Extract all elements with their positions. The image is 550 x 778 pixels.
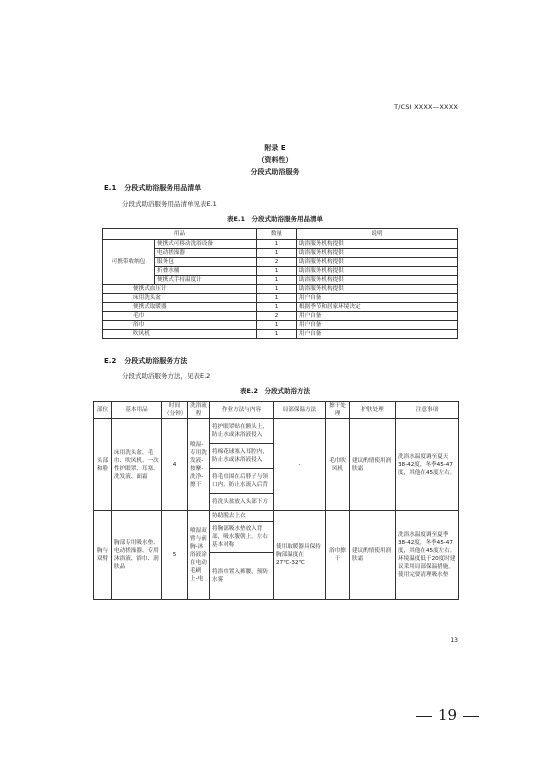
table2-notes: 洗浴水温度调至夏季38-42度，冬季45-47度，其他在45度左右。环境温度低于20度时建议采用局部保温措施。使用完要清理吸水垫 [396, 511, 459, 600]
table1-item: 床用洗头盆 [103, 294, 257, 303]
table1-note: 助浴服务机构提供 [297, 285, 458, 294]
table1-header-qty: 数量 [257, 229, 297, 240]
table-row [103, 285, 458, 294]
table2-supplies: 胸部专用吸水垫、电动搓澡器、专用沐浴液、浴巾、润肤品 [112, 511, 162, 600]
table-row [103, 294, 458, 303]
table1-note: 助浴服务机构提供 [297, 276, 458, 285]
table1-note: 助浴服务机构提供 [297, 258, 458, 267]
table1-note: 用户自备 [297, 330, 458, 339]
section-e1-heading [104, 183, 209, 193]
page-number: 19 [438, 706, 458, 724]
table2-header-skin: 护肤处理 [350, 402, 396, 419]
table2-warmth: - [274, 419, 326, 511]
table1-qty: 1 [257, 267, 297, 276]
table-row [103, 330, 458, 339]
table1-qty: 2 [257, 312, 297, 321]
table-row [103, 312, 458, 321]
appendix-title: 分段式助浴服务 [250, 168, 300, 176]
table2-header-time: 时间（分钟） [162, 402, 188, 419]
table2-time: 4 [162, 419, 188, 511]
table2-warmth: 使用取暖器具保持胸部温度在27℃-32℃ [274, 511, 326, 600]
table1-item: 服务包 [155, 258, 257, 267]
table1-item: 便携式取暖器 [103, 303, 257, 312]
table2-method: 将毛巾围在后脖子与领口内，防止水流入后背 [210, 469, 274, 494]
table1-qty: 1 [257, 276, 297, 285]
table2-dry: 毛巾吹风机 [326, 419, 350, 511]
table-row [103, 258, 458, 267]
appendix-type: （资料性） [257, 156, 293, 164]
table2-notes: 洗浴水温度调至夏天38-42度，冬季45-47度，其他在45度左右。 [396, 419, 459, 511]
section-e2-title: 分段式助浴服务方法 [124, 357, 188, 365]
table1-item: 吹风机 [103, 330, 257, 339]
table2-header-warmth: 局部保温方法 [274, 402, 326, 419]
table1-item: 浴巾 [103, 321, 257, 330]
page-number-small: 13 [450, 637, 458, 644]
section-e2-heading [104, 356, 195, 366]
table-row [103, 303, 458, 312]
table1-note: 用户自备 [297, 321, 458, 330]
table1-note: 用户自备 [297, 294, 458, 303]
table2-method: 将洗头盆放入头部下方 [210, 494, 274, 511]
footer-dash-right [463, 716, 479, 717]
table1-item: 便携式手持温度计 [155, 276, 257, 285]
table1-qty: 1 [257, 294, 297, 303]
table2-supplies: 床用洗头盆、毛巾、吹风机、一次性护眼罩、耳塞、洗发液、面霜 [112, 419, 162, 511]
table-row [103, 267, 458, 276]
table1-qty: 1 [257, 249, 297, 258]
table1-qty: 2 [257, 258, 297, 267]
table1-item: 毛巾 [103, 312, 257, 321]
table-row [103, 276, 458, 285]
table-row [103, 321, 458, 330]
table1-caption: 表E.1 分段式助浴服务用品清单 [227, 215, 323, 223]
table2-skin: 建议酌情使用润肤霜 [350, 511, 396, 600]
table1-header-row [103, 229, 458, 240]
table2-method: 将浴巾置入裤腰，预防水雾 [210, 553, 274, 600]
table1-note: 助浴服务机构提供 [297, 240, 458, 249]
table2-flow: 喷湿-专用洗发液-按摩-洗净-擦干 [188, 419, 210, 511]
table2-header-methods: 作业方法与内容 [210, 402, 274, 419]
table-row [94, 511, 459, 522]
table2-part: 胸与双臂 [94, 511, 112, 600]
table1-qty: 1 [257, 285, 297, 294]
section-e1-text: 分段式助浴服务用品清单见表E.1 [122, 200, 217, 208]
table1-header-item: 用品 [103, 229, 257, 240]
table1-supplies [102, 228, 458, 339]
page-footer [410, 706, 485, 724]
section-e2-number: E.2 [104, 357, 117, 365]
table2-skin: 建议酌情使用润肤霜 [350, 419, 396, 511]
table-row [94, 419, 459, 444]
table-row [103, 249, 458, 258]
table2-time: 5 [162, 511, 188, 600]
table1-item: 电动搓澡器 [155, 249, 257, 258]
section-e2-text: 分段式助浴服务方法，见表E.2 [122, 372, 211, 380]
table1-qty: 1 [257, 303, 297, 312]
appendix-label: 附录 E [264, 144, 286, 152]
table1-group-label: 可携带收纳包 [103, 240, 155, 285]
table2-method: 协助脱去上衣 [210, 511, 274, 522]
table2-header-row [94, 402, 459, 419]
table1-qty: 1 [257, 321, 297, 330]
table2-header-notes: 注意事项 [396, 402, 459, 419]
table2-flow: 喷湿双臂与前胸-沐浴液涂在电动毛刷上-电 [188, 511, 210, 600]
table2-header-part: 部位 [94, 402, 112, 419]
table2-header-supplies: 基本用品 [112, 402, 162, 419]
table1-item: 便携式可移动洗浴设备 [155, 240, 257, 249]
table1-item: 折叠水桶 [155, 267, 257, 276]
table1-qty: 1 [257, 330, 297, 339]
table2-dry: 浴巾擦干 [326, 511, 350, 600]
table1-note: 助浴服务机构提供 [297, 249, 458, 258]
table2-methods [93, 401, 459, 600]
table2-header-flow: 洗浴流程 [188, 402, 210, 419]
table2-method: 将护眼罩贴在额头上，防止水或沐浴液侵入 [210, 419, 274, 444]
table2-method: 将棉花球塞入耳腔内，防止水或沐浴液侵入 [210, 444, 274, 469]
table-row [103, 240, 458, 249]
table1-item: 便携式血压计 [103, 285, 257, 294]
footer-dash-left [416, 716, 432, 717]
standard-code: T/CSI XXXX—XXXX [394, 103, 458, 111]
section-e1-number: E.1 [104, 184, 117, 192]
table2-part: 头部和脸 [94, 419, 112, 511]
table1-note: 助浴服务机构提供 [297, 267, 458, 276]
table2-header-dry: 擦干处理 [326, 402, 350, 419]
table1-note: 根据季节和居家环境决定 [297, 303, 458, 312]
table1-header-note: 说明 [297, 229, 458, 240]
table1-qty: 1 [257, 240, 297, 249]
table2-caption: 表E.2 分段式助浴方法 [240, 387, 310, 395]
section-e1-title: 分段式助浴服务用品清单 [124, 184, 202, 192]
table1-note: 用户自备 [297, 312, 458, 321]
table2-method: 将胸部吸水垫放入背部，吸水腹朝上，左右基本对称 [210, 522, 274, 553]
